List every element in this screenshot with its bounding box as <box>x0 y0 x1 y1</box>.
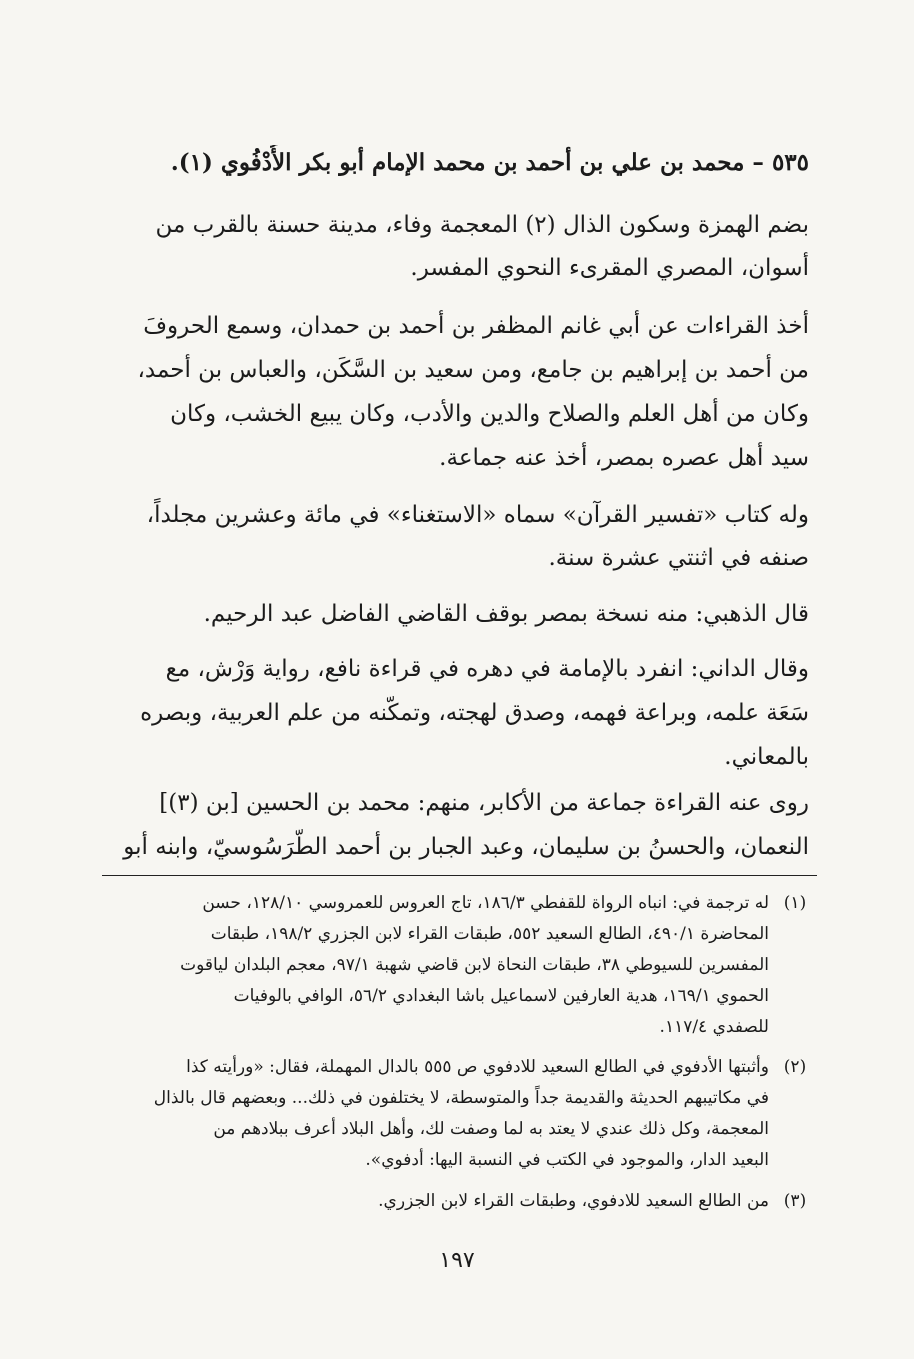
footnote-number: (٣) <box>783 1191 807 1211</box>
text-line: قال الذهبي: منه نسخة بمصر بوقف القاضي الفاضل عبد الرحيم. <box>203 601 809 627</box>
footnote-line: الحموي ١٦٩/١، هدية العارفين لاسماعيل باشا البغدادي ٥٦/٢، الوافي بالوفيات <box>233 986 769 1006</box>
text-line: النعمان، والحسنُ بن سليمان، وعبد الجبار بن أحمد الطَّرَسُوسيّ، وابنه أبو <box>123 834 809 860</box>
text-line: بضم الهمزة وسكون الذال (٢) المعجمة وفاء، مدينة حسنة بالقرب من <box>155 212 809 238</box>
footnote-number: (١) <box>783 893 807 913</box>
text-line: أخذ القراءات عن أبي غانم المظفر بن أحمد بن حمدان، وسمع الحروفَ <box>143 313 809 339</box>
page-number: ١٩٧ <box>439 1248 475 1273</box>
footnote-divider <box>102 875 817 876</box>
biography-entry <box>0 145 914 865</box>
footnote-line: وأثبتها الأدفوي في الطالع السعيد للادفوي ص ٥٥٥ بالدال المهملة، فقال: «ورأيته كذا <box>186 1057 769 1077</box>
footnote-line: المفسرين للسيوطي ٣٨، طبقات النحاة لابن قاضي شهبة ٩٧/١، معجم البلدان لياقوت <box>180 955 769 975</box>
footnotes-section <box>0 875 914 1235</box>
footnote-line: البعيد الدار، والموجود في الكتب في النسبة اليها: أدفوي». <box>365 1150 769 1170</box>
footnote-line: له ترجمة في: انباه الرواة للقفطي ١٨٦/٣، تاج العروس للعمروسي ١٢٨/١٠، حسن <box>202 893 769 913</box>
footnote-line: المحاضرة ٤٩٠/١، الطالع السعيد ٥٥٢، طبقات القراء لابن الجزري ١٩٨/٢، طبقات <box>210 924 769 944</box>
footnote-number: (٢) <box>783 1057 807 1077</box>
footnote-line: للصفدي ١١٧/٤. <box>659 1017 769 1037</box>
footnote-line: في مكاتيبهم الحديثة والقديمة جداً والمتوسطة، لا يختلفون في ذلك... وبعضهم قال بالذال <box>153 1088 769 1108</box>
footnote-2 <box>97 1052 817 1182</box>
text-line: وكان من أهل العلم والصلاح والدين والأدب، وكان يبيع الخشب، وكان <box>170 401 809 427</box>
text-line: بالمعاني. <box>724 744 809 770</box>
text-line: من أحمد بن إبراهيم بن جامع، ومن سعيد بن السَّكَن، والعباس بن أحمد، <box>137 357 809 383</box>
text-line: وله كتاب «تفسير القرآن» سماه «الاستغناء» في مائة وعشرين مجلداً، <box>146 502 809 528</box>
text-line: وقال الداني: انفرد بالإمامة في دهره في قراءة نافع، رواية وَرْش، مع <box>165 656 809 682</box>
text-line: سَعَة علمه، وبراعة فهمه، وصدق لهجته، وتمكّنه من علم العربية، وبصره <box>140 700 809 726</box>
text-line: سيد أهل عصره بمصر، أخذ عنه جماعة. <box>439 445 809 471</box>
footnote-1 <box>97 888 817 1048</box>
footnote-line: من الطالع السعيد للادفوي، وطبقات القراء لابن الجزري. <box>378 1191 769 1211</box>
text-line: صنفه في اثنتي عشرة سنة. <box>548 545 809 571</box>
footnote-3 <box>97 1186 817 1220</box>
entry-title: ٥٣٥ – محمد بن علي بن أحمد بن محمد الإمام أبو بكر الأُدْفُوي (١). <box>170 149 809 176</box>
footnote-line: المعجمة، وكل ذلك عندي لا يعتد به لما وصفت لك، وأهل البلاد أعرف ببلادهم من <box>213 1119 769 1139</box>
text-line: أسوان، المصري المقرىء النحوي المفسر. <box>410 255 809 281</box>
text-line: روى عنه القراءة جماعة من الأكابر، منهم: محمد بن الحسين [بن (٣)] <box>159 790 809 816</box>
